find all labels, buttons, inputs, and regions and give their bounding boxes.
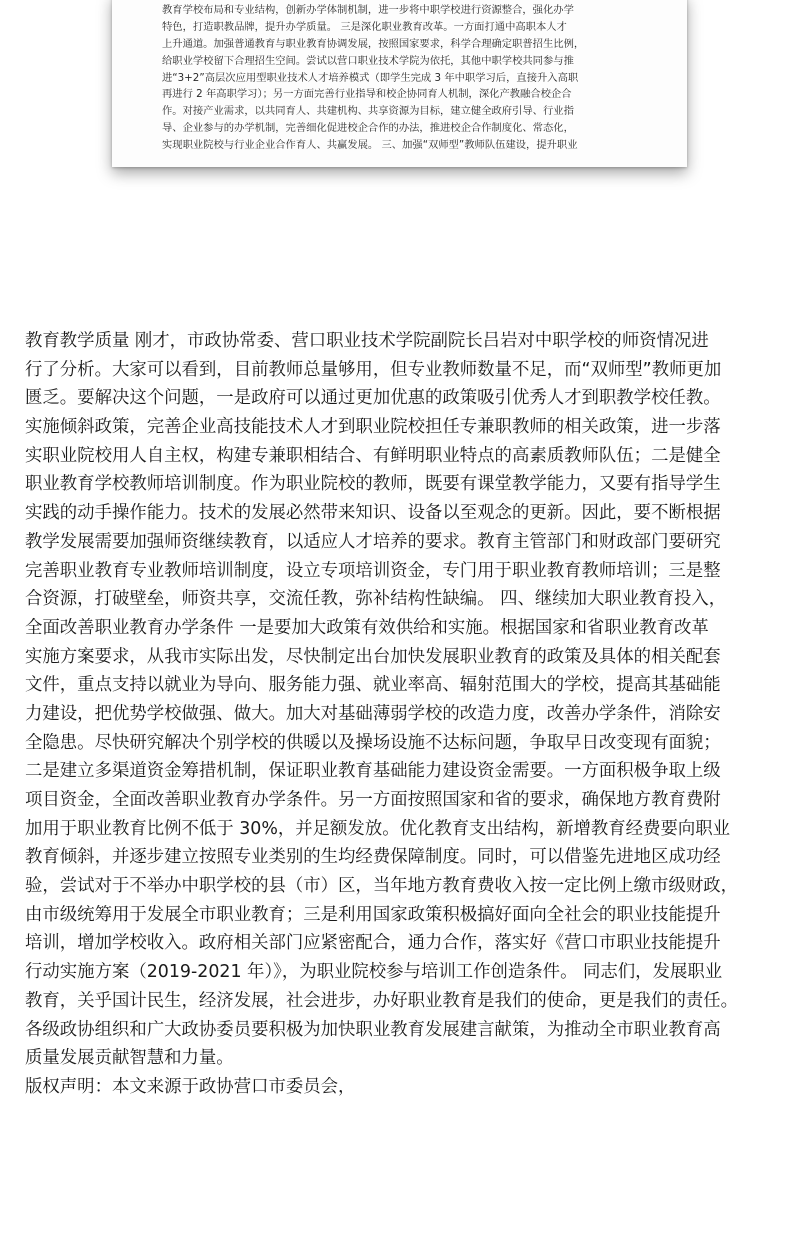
article-line: 匮乏。要解决这个问题，一是政府可以通过更加优惠的政策吸引优秀人才到职教学校任教。	[25, 388, 721, 409]
article-line: 实施方案要求，从我市实际出发，尽快制定出台加快发展职业教育的政策及具体的相关配套	[25, 646, 721, 667]
article-line: 教育，关乎国计民生，经济发展，社会进步，办好职业教育是我们的使命，更是我们的责任。	[25, 990, 739, 1011]
article-line: 教学发展需要加强师资继续教育，以适应人才培养的要求。教育主管部门和财政部门要研究	[25, 531, 721, 552]
document-preview-text	[162, 0, 644, 154]
article-line: 二是建立多渠道资金筹措机制，保证职业教育基础能力建设资金需要。一方面积极争取上级	[25, 761, 721, 782]
article-line: 教育教学质量 刚才，市政协常委、营口职业技术学院副院长吕岩对中职学校的师资情况进	[25, 331, 709, 351]
document-preview-line: 进“3+2”高层次应用型职业技术人才培养模式（即学生完成 3 年中职学习后，直接升入高职	[162, 71, 579, 84]
article-line: 职业教育学校教师培训制度。作为职业院校的教师，既要有课堂教学能力，又要有指导学生	[25, 474, 721, 495]
document-preview-card	[112, 0, 687, 167]
document-preview-line: 特色，打造职教品牌，提升办学质量。 三是深化职业教育改革。一方面打通中高职本人才	[162, 20, 567, 33]
article-body	[25, 327, 777, 1102]
article-line: 行了分析。大家可以看到，目前教师总量够用，但专业教师数量不足，而“双师型”教师更加	[25, 359, 722, 380]
article-line: 全隐患。尽快研究解决个别学校的供暖以及操场设施不达标问题，争取早日改变现有面貌；	[25, 732, 721, 753]
article-line: 合资源，打破壁垒，师资共享，交流任教，弥补结构性缺编。 四、继续加大职业教育投入，	[25, 589, 727, 610]
article-line: 力建设，把优势学校做强、做大。加大对基础薄弱学校的改造力度，改善办学条件，消除安	[25, 703, 721, 724]
copyright-notice: 版权声明：本文来源于政协营口市委员会，	[25, 1076, 356, 1097]
article-line: 行动实施方案（2019-2021 年）》，为职业院校参与培训工作创造条件。 同志们，发展职业	[25, 962, 723, 983]
article-line: 教育倾斜，并逐步建立按照专业类别的生均经费保障制度。同时，可以借鉴先进地区成功经	[25, 847, 721, 868]
document-preview-line: 再进行 2 年高职学习）；另一方面完善行业指导和校企协同育人机制，深化产教融合校企合	[162, 88, 572, 101]
article-line: 项目资金，全面改善职业教育办学条件。另一方面按照国家和省的要求，确保地方教育费附	[25, 790, 721, 810]
article-line: 验，尝试对于不举办中职学校的县（市）区，当年地方教育费收入按一定比例上缴市级财政，	[25, 876, 739, 897]
article-line: 实职业院校用人自主权，构建专兼职相结合、有鲜明职业特点的高素质教师队伍；二是健全	[25, 445, 721, 466]
article-line: 实践的动手操作能力。技术的发展必然带来知识、设备以至观念的更新。因此，要不断根据	[25, 503, 721, 524]
document-preview-line: 上升通道。加强普通教育与职业教育协调发展，按照国家要求，科学合理确定职普招生比例，	[162, 37, 585, 50]
article-line: 加用于职业教育比例不低于 30%，并足额发放。优化教育支出结构，新增教育经费要向职业	[25, 818, 731, 839]
article-line: 各级政协组织和广大政协委员要积极为加快职业教育发展建言献策，为推动全市职业教育高	[25, 1019, 721, 1040]
article-line: 质量发展贡献智慧和力量。	[25, 1048, 234, 1069]
article-line: 培训，增加学校收入。政府相关部门应紧密配合，通力合作，落实好《营口市职业技能提升	[25, 933, 721, 954]
article-line: 文件，重点支持以就业为导向、服务能力强、就业率高、辐射范围大的学校，提高其基础能	[25, 675, 721, 696]
document-preview-line: 实现职业院校与行业企业合作育人、共赢发展。 三、加强“双师型”教师队伍建设，提升职业	[162, 139, 578, 152]
document-preview-line: 导、企业参与的办学机制，完善细化促进校企合作的办法，推进校企合作制度化、常态化，	[162, 122, 574, 135]
article-line: 完善职业教育专业教师培训制度，设立专项培训资金，专门用于职业教育教师培训；三是整	[25, 560, 721, 581]
article-line: 全面改善职业教育办学条件 一是要加大政策有效供给和实施。根据国家和省职业教育改革	[25, 617, 709, 638]
document-preview-line: 作。对接产业需求，以共同育人、共建机构、共享资源为目标，建立健全政府引导、行业指	[162, 105, 574, 118]
document-preview-line: 给职业学校留下合理招生空间。尝试以营口职业技术学院为依托，其他中职学校共同参与推	[162, 54, 574, 67]
document-preview-line: 教育学校布局和专业结构，创新办学体制机制，进一步将中职学校进行资源整合，强化办学	[162, 3, 574, 16]
article-line: 由市级统筹用于发展全市职业教育；三是利用国家政策积极搞好面向全社会的职业技能提升	[25, 904, 721, 925]
article-line: 实施倾斜政策，完善企业高技能技术人才到职业院校担任专兼职教师的相关政策，进一步落	[25, 417, 721, 438]
